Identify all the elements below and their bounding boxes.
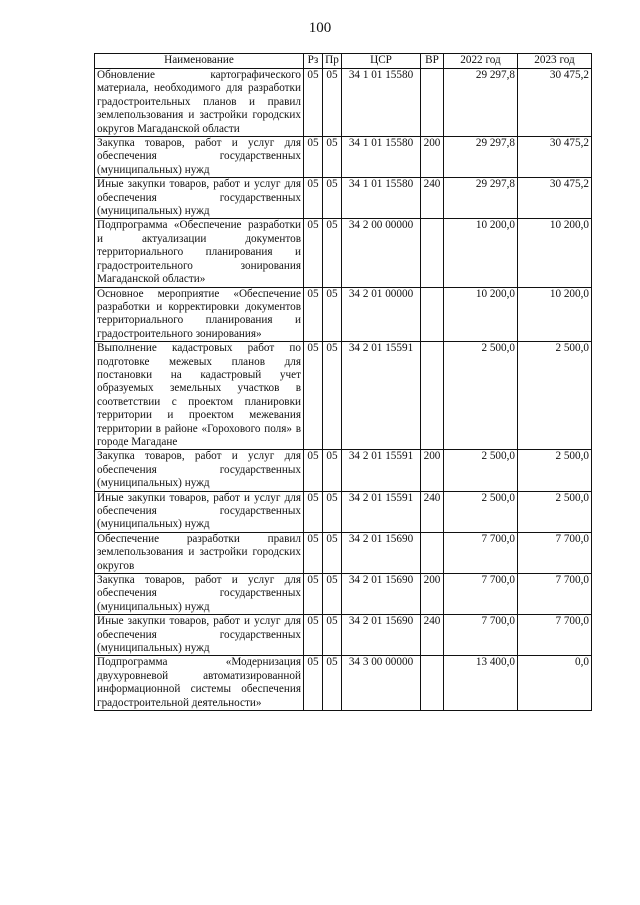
header-2022: 2022 год	[444, 54, 518, 69]
row-pr: 05	[323, 491, 342, 532]
row-amount-2023: 7 700,0	[518, 574, 592, 615]
row-name: Закупка товаров, работ и услуг для обеспечения государственных (муниципальных) нужд	[95, 450, 304, 491]
row-csr: 34 1 01 15580	[342, 69, 421, 137]
row-amount-2022: 2 500,0	[444, 491, 518, 532]
row-amount-2023: 2 500,0	[518, 491, 592, 532]
row-name: Закупка товаров, работ и услуг для обеспечения государственных (муниципальных) нужд	[95, 574, 304, 615]
row-amount-2022: 2 500,0	[444, 450, 518, 491]
row-pr: 05	[323, 137, 342, 178]
row-amount-2023: 0,0	[518, 656, 592, 711]
table-row	[95, 137, 592, 178]
row-amount-2022: 7 700,0	[444, 574, 518, 615]
row-csr: 34 2 01 15591	[342, 342, 421, 450]
table-row	[95, 450, 592, 491]
row-amount-2023: 2 500,0	[518, 450, 592, 491]
row-vr: 240	[421, 178, 444, 219]
row-amount-2022: 29 297,8	[444, 69, 518, 137]
row-rz: 05	[304, 219, 323, 287]
row-amount-2022: 29 297,8	[444, 178, 518, 219]
row-name: Обновление картографического материала, необходимого для разработки градостроительных планов и правил землепользования и застройки городских округов Магаданской области	[95, 69, 304, 137]
row-rz: 05	[304, 178, 323, 219]
row-csr: 34 1 01 15580	[342, 178, 421, 219]
row-amount-2023: 30 475,2	[518, 69, 592, 137]
table-row	[95, 342, 592, 450]
row-amount-2022: 29 297,8	[444, 137, 518, 178]
row-pr: 05	[323, 287, 342, 342]
row-vr	[421, 656, 444, 711]
table-row	[95, 656, 592, 711]
header-name: Наименование	[95, 54, 304, 69]
row-csr: 34 2 01 15690	[342, 574, 421, 615]
row-csr: 34 2 01 15690	[342, 532, 421, 573]
row-vr: 200	[421, 450, 444, 491]
row-amount-2022: 7 700,0	[444, 615, 518, 656]
row-amount-2022: 7 700,0	[444, 532, 518, 573]
row-pr: 05	[323, 656, 342, 711]
row-pr: 05	[323, 219, 342, 287]
row-name: Подпрограмма «Модернизация двухуровневой автоматизированной информационной системы обеспечения градостроительной деятельности»	[95, 656, 304, 711]
row-name: Выполнение кадастровых работ по подготовке межевых планов для постановки на кадастровый учет образуемых земельных участков в соответствии с проектом планировки территории и проектом межевания территории в районе «Горохового поля» в городе Магадане	[95, 342, 304, 450]
page-number: 100	[308, 20, 332, 36]
row-pr: 05	[323, 574, 342, 615]
row-vr: 200	[421, 137, 444, 178]
row-amount-2023: 2 500,0	[518, 342, 592, 450]
row-name: Основное мероприятие «Обеспечение разработки и корректировки документов территориального планирования и градостроительного зонирования»	[95, 287, 304, 342]
row-rz: 05	[304, 69, 323, 137]
row-vr	[421, 219, 444, 287]
row-csr: 34 2 01 00000	[342, 287, 421, 342]
table-row	[95, 178, 592, 219]
row-amount-2022: 2 500,0	[444, 342, 518, 450]
row-csr: 34 2 01 15690	[342, 615, 421, 656]
table-row	[95, 574, 592, 615]
row-name: Закупка товаров, работ и услуг для обеспечения государственных (муниципальных) нужд	[95, 137, 304, 178]
row-name: Иные закупки товаров, работ и услуг для обеспечения государственных (муниципальных) нужд	[95, 491, 304, 532]
table-row	[95, 69, 592, 137]
row-rz: 05	[304, 532, 323, 573]
row-vr	[421, 532, 444, 573]
table-header	[95, 54, 592, 69]
header-row	[95, 54, 592, 69]
row-rz: 05	[304, 450, 323, 491]
row-amount-2022: 10 200,0	[444, 219, 518, 287]
row-amount-2023: 7 700,0	[518, 532, 592, 573]
row-csr: 34 1 01 15580	[342, 137, 421, 178]
row-amount-2023: 30 475,2	[518, 178, 592, 219]
table-row	[95, 532, 592, 573]
row-rz: 05	[304, 615, 323, 656]
row-name: Обеспечение разработки правил землепользования и застройки городских округов	[95, 532, 304, 573]
row-vr: 200	[421, 574, 444, 615]
row-name: Иные закупки товаров, работ и услуг для обеспечения государственных (муниципальных) нужд	[95, 178, 304, 219]
row-pr: 05	[323, 178, 342, 219]
row-pr: 05	[323, 342, 342, 450]
row-pr: 05	[323, 450, 342, 491]
row-amount-2022: 13 400,0	[444, 656, 518, 711]
header-csr: ЦСР	[342, 54, 421, 69]
table-row	[95, 287, 592, 342]
row-rz: 05	[304, 287, 323, 342]
row-amount-2022: 10 200,0	[444, 287, 518, 342]
row-vr: 240	[421, 491, 444, 532]
row-vr: 240	[421, 615, 444, 656]
row-csr: 34 3 00 00000	[342, 656, 421, 711]
row-pr: 05	[323, 69, 342, 137]
row-rz: 05	[304, 574, 323, 615]
header-rz: Рз	[304, 54, 323, 69]
row-rz: 05	[304, 656, 323, 711]
budget-table	[94, 53, 592, 711]
row-csr: 34 2 00 00000	[342, 219, 421, 287]
row-vr	[421, 69, 444, 137]
row-pr: 05	[323, 615, 342, 656]
row-name: Иные закупки товаров, работ и услуг для обеспечения государственных (муниципальных) нужд	[95, 615, 304, 656]
row-pr: 05	[323, 532, 342, 573]
row-vr	[421, 287, 444, 342]
header-pr: Пр	[323, 54, 342, 69]
row-amount-2023: 10 200,0	[518, 287, 592, 342]
table-row	[95, 219, 592, 287]
row-rz: 05	[304, 342, 323, 450]
row-name: Подпрограмма «Обеспечение разработки и актуализации документов территориального планирования и градостроительного зонирования Магаданской области»	[95, 219, 304, 287]
row-csr: 34 2 01 15591	[342, 491, 421, 532]
header-2023: 2023 год	[518, 54, 592, 69]
table-row	[95, 615, 592, 656]
row-amount-2023: 10 200,0	[518, 219, 592, 287]
row-vr	[421, 342, 444, 450]
row-amount-2023: 30 475,2	[518, 137, 592, 178]
row-csr: 34 2 01 15591	[342, 450, 421, 491]
table-row	[95, 491, 592, 532]
row-amount-2023: 7 700,0	[518, 615, 592, 656]
row-rz: 05	[304, 137, 323, 178]
header-vr: ВР	[421, 54, 444, 69]
row-rz: 05	[304, 491, 323, 532]
table-body	[95, 69, 592, 711]
